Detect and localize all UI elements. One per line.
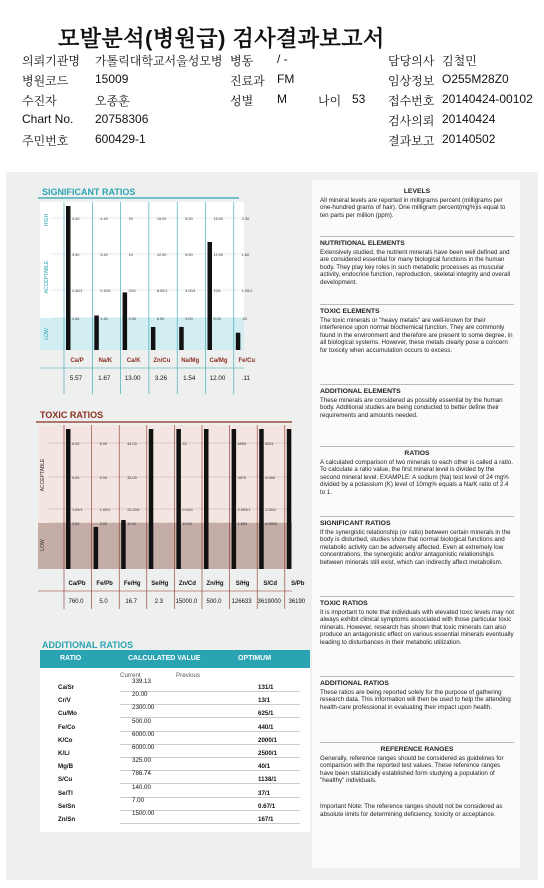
table-row-divider [120, 823, 300, 824]
ratio-current-cell: 6000.00 [132, 730, 155, 738]
value-label: 12.00 [209, 375, 226, 382]
ratio-optimum-cell: 40/1 [258, 763, 271, 771]
ratio-optimum-cell: 13/1 [258, 697, 271, 705]
tick-label: 3.40 [100, 253, 108, 257]
toxic-ratios-chart [30, 405, 306, 615]
explanation-text: Extensively studied, the nutrient minerals have been well defined and are considered essential for many biological functions in the human body. They play key roles in such metabolic processes as muscular activity, endocrine function, reproduction, skeletal integrity and overall development. [320, 248, 511, 286]
tick-label: 1.60 [241, 253, 250, 257]
ratio-bar [123, 292, 128, 350]
ratio-bar [236, 333, 241, 350]
significant-ratios-chart [32, 182, 256, 406]
ratio-optimum-cell: 2500/1 [258, 750, 277, 757]
ratio-optimum-cell: 440/1 [258, 723, 274, 731]
ratio-ratio-cell: Cr/V [58, 697, 71, 705]
section-separator [320, 236, 514, 237]
tick-label: 2.26/2 [265, 508, 276, 512]
tick-label: 2.30 [241, 217, 250, 221]
explanation-section [320, 680, 514, 711]
explanation-text: It is important to note that individuals with elevated toxic levels may not always exhibit clinical symptoms associated with those particular toxic minerals. However, research has shown that toxic minerals can also produce an antagonistic effect on various essential minerals eventually leading to disturbances in their metabolic utilization. [320, 608, 514, 646]
age-label: 나이 [318, 94, 342, 108]
tick-label: 15.00 [213, 217, 224, 221]
field-label: 진료과 [230, 74, 265, 88]
field-value: 600429-1 [95, 132, 146, 146]
tick-label: 2.40/1 [72, 289, 83, 293]
ratio-current-cell: 339.13 [132, 678, 151, 685]
tick-label: 5.00 [185, 253, 193, 257]
category-label: Ca/Mg [209, 358, 228, 364]
ratio-column-header: RATIO [60, 655, 82, 662]
ratio-ratio-cell: Mg/B [58, 763, 74, 771]
value-label: 760.0 [68, 599, 84, 605]
tick-label: 22.00/1 [127, 508, 140, 512]
field-label: 검사의뢰 [388, 114, 435, 128]
category-label: S/Pb [291, 581, 305, 587]
value-label: 126633 [231, 599, 252, 605]
ratio-ratio-cell: K/Co [58, 736, 73, 744]
tick-label: 5.00 [72, 476, 80, 480]
category-label: Fe/Cu [238, 358, 256, 364]
explanation-text: These ratios are being reported solely for the purpose of gathering research data. This information will then be used to help the attending health-care professional in evaluating their impact upon health. [320, 688, 511, 711]
explanation-section [320, 746, 514, 785]
tick-label: 2.40/1 [100, 289, 111, 293]
value-label: 3.26 [154, 375, 168, 382]
zone-label: ACCEPTABLE [40, 458, 46, 492]
tick-label: 0.00/1 [182, 508, 193, 512]
ratio-ratio-cell: Fe/Co [58, 723, 76, 731]
tick-label: 10.00 [182, 522, 192, 526]
value-label: 15000.0 [175, 599, 198, 605]
previous-subheader: Previous [176, 672, 201, 679]
ratio-bar [259, 429, 264, 569]
tick-label: 4.40 [100, 217, 108, 221]
explanation-section [320, 388, 514, 419]
explanation-text: The toxic minerals or "heavy metals" are well-known for their interference upon normal biochemical function. They are commonly found in the environment and therefore are present to some degree, in all biological systems. However, these metals clearly pose a concern for toxicity when accumulation occurs to excess. [320, 316, 513, 354]
category-label: Na/K [98, 358, 113, 364]
section-separator [320, 596, 514, 597]
value-label: 5.0 [99, 599, 108, 605]
field-value: 가톨릭대학교서울성모병 [95, 54, 223, 68]
value-label: 500.0 [206, 599, 222, 605]
ratio-current-cell: 140.00 [132, 783, 151, 791]
tick-label: 4.00 [128, 317, 136, 321]
calculated-value-column-header: CALCULATED VALUE [128, 655, 201, 662]
field-value: 20140502 [442, 132, 496, 146]
field-label: 병동 [230, 54, 254, 68]
tick-label: 6251 [265, 442, 274, 446]
age-value: 53 [352, 92, 366, 106]
field-value: 20140424-00102 [442, 92, 533, 106]
section-separator [320, 516, 514, 517]
explanation-section [320, 520, 514, 567]
ratio-optimum-cell: 37/1 [258, 789, 271, 797]
chart-title: TOXIC RATIOS [40, 410, 104, 420]
explanation-text: These minerals are considered as possibly essential by the human body. Additional studies are being conducted to better define their requirements and amounts needed. [320, 396, 503, 419]
tick-label: 6.00 [99, 442, 107, 446]
explanation-heading: SIGNIFICANT RATIOS [320, 520, 391, 527]
field-label: 성별 [230, 94, 254, 108]
tick-label: 6.00 [72, 442, 80, 446]
ratio-current-cell: 1500.00 [132, 810, 155, 817]
ratio-current-cell: 786.74 [132, 770, 151, 778]
explanation-section [320, 802, 514, 818]
additional-ratios-title: ADDITIONAL RATIOS [42, 640, 134, 650]
tick-label: 4575 [237, 476, 247, 480]
value-label: .11 [241, 375, 250, 382]
ratio-bar [208, 242, 213, 350]
explanation-heading: NUTRITIONAL ELEMENTS [320, 240, 405, 247]
tick-label: 6.00 [156, 317, 165, 321]
ratio-ratio-cell: Ca/Sr [58, 684, 75, 691]
tick-label: .20 [241, 317, 248, 321]
ratio-bar [66, 429, 71, 569]
tick-label: 6963 [237, 442, 247, 446]
ratio-optimum-cell: 625/1 [258, 710, 274, 718]
ratio-ratio-cell: S/Cu [58, 776, 73, 784]
explanation-section [320, 188, 514, 219]
ratio-bar [121, 520, 126, 569]
ratio-bar [179, 327, 184, 350]
field-label: 결과보고 [388, 134, 435, 148]
value-label: 1.54 [183, 375, 196, 382]
field-value: 15009 [95, 72, 129, 86]
section-separator [320, 304, 514, 305]
ratio-optimum-cell: 167/1 [258, 816, 274, 823]
explanation-text: Important Note: The reference ranges should not be considered as absolute limits for determining deficiency, toxicity or acceptance. [320, 803, 503, 818]
explanation-heading: TOXIC RATIOS [320, 600, 368, 607]
ratio-ratio-cell: Zn/Sn [58, 816, 76, 823]
ratio-bar [151, 327, 156, 350]
value-label: 2.3 [154, 599, 163, 605]
low-zone-band [38, 523, 292, 569]
tick-label: 15.00 [156, 217, 167, 221]
field-value: FM [277, 72, 295, 86]
ratio-ratio-cell: Se/Tl [58, 789, 73, 797]
zone-label: HIGH [44, 213, 50, 227]
tick-label: 12.00 [213, 253, 224, 257]
value-label: 3619000 [257, 599, 281, 605]
field-value: 김철민 [442, 54, 477, 68]
ratio-ratio-cell: Cu/Mo [58, 710, 77, 718]
explanation-heading: LEVELS [403, 188, 431, 195]
category-label: Ca/P [70, 358, 84, 364]
explanation-text: All mineral levels are reported in milligrams percent (milligrams per one-hundred grams of hair). One milligram percent(mg%)is equal to ten parts per million (ppm). [320, 196, 506, 219]
category-label: Ca/Pb [68, 581, 86, 587]
ratio-bar [94, 315, 99, 350]
explanation-section [320, 450, 514, 497]
value-label: 16.7 [125, 599, 138, 605]
ratio-bar [176, 429, 181, 569]
ratio-current-cell: 500.00 [132, 717, 151, 725]
ratio-optimum-cell: 1138/1 [258, 776, 277, 784]
tick-label: 6.3863 [265, 522, 277, 526]
ratio-ratio-cell: Se/Sn [58, 802, 76, 810]
ratio-current-cell: 325.00 [132, 757, 151, 765]
current-subheader: Current [120, 672, 141, 679]
ratio-current-cell: 20.00 [132, 691, 148, 699]
explanation-section [320, 308, 514, 355]
field-value: 20758306 [95, 112, 149, 126]
tick-label: 10 [128, 253, 133, 257]
category-label: Ca/K [126, 358, 141, 364]
zone-label: ACCEPTABLE [44, 260, 50, 294]
explanation-text: A calculated comparison of two minerals to each other is called a ratio. To calculate a ratio value, the first mineral level is divided by the second mineral level. EXAMPLE: A sodium (Na) test level of 24 mg% divided by a potassium (K) level of 10mg% equals a Na/K ratio of 2.4 to 1. [320, 458, 513, 496]
section-separator [320, 676, 514, 677]
tick-label: 8.00/1 [156, 289, 168, 293]
tick-label: 11.00 [127, 522, 137, 526]
value-label: 36190 [288, 599, 306, 605]
optimum-column-header: OPTIMUM [238, 655, 272, 662]
explanation-heading: RATIOS [404, 450, 430, 457]
tick-label: 1.40 [72, 317, 80, 321]
field-label: 병원코드 [22, 74, 69, 88]
ratio-current-cell: 2300.00 [132, 704, 155, 712]
low-zone-band [40, 318, 244, 350]
section-separator [320, 742, 514, 743]
explanation-heading: TOXIC ELEMENTS [320, 308, 380, 315]
tick-label: 3.00 [185, 317, 193, 321]
additional-ratios-header [40, 650, 310, 668]
explanation-column [312, 180, 520, 868]
section-separator [320, 384, 514, 385]
field-value: / - [277, 52, 288, 66]
field-label: 수진자 [22, 94, 57, 108]
category-label: Zn/Hg [206, 581, 224, 587]
ratio-bar [149, 429, 154, 569]
field-value: M [277, 92, 287, 106]
value-label: 5.57 [69, 375, 83, 382]
value-label: 1.67 [98, 375, 111, 382]
category-label: Fe/Pb [96, 581, 113, 587]
tick-label: 1.40 [100, 317, 108, 321]
table-row-divider [120, 797, 300, 798]
ratio-bar [287, 429, 292, 569]
tick-label: 1.00/1 [72, 508, 83, 512]
field-label: 접수번호 [388, 94, 435, 108]
ratio-bar [94, 527, 99, 569]
category-label: Zn/Cd [178, 581, 196, 587]
explanation-text: If the synergistic relationship (or ratio) between certain minerals in the body is disturbed, studies show that normal biological functions and metabolic activity can be adversely affected. Even at extremely low concentrations, the synergistic and/or antagonistic relationships between minerals still exist, which can indirectly affect metabolism. [320, 528, 511, 566]
ratio-bar [66, 206, 71, 350]
tick-label: 4.00/1 [185, 289, 196, 293]
tick-label: 5.00 [99, 476, 107, 480]
explanation-heading: ADDITIONAL RATIOS [320, 680, 389, 687]
tick-label: 2.953/1 [237, 508, 251, 512]
ratio-current-cell: 6000.00 [132, 744, 155, 751]
tick-label: 3.00 [72, 522, 80, 526]
tick-label: 4.40 [72, 217, 80, 221]
category-label: Zn/Cu [153, 358, 171, 364]
explanation-heading: REFERENCE RANGES [380, 746, 454, 753]
tick-label: 20 [128, 217, 133, 221]
tick-label: 1.863 [237, 522, 248, 526]
tick-label: 3.40 [72, 253, 80, 257]
tick-label: 33 [182, 442, 187, 446]
ratio-current-cell: 7.00 [132, 796, 145, 804]
field-label: 의뢰기관명 [22, 54, 80, 68]
ratio-optimum-cell: 131/1 [258, 684, 274, 691]
zone-label: LOW [44, 328, 50, 340]
tick-label: 6.068 [265, 476, 275, 480]
ratio-optimum-cell: 2000/1 [258, 736, 277, 744]
tick-label: 1.00/1 [99, 508, 111, 512]
report-title: 모발분석(병원급) 검사결과보고서 [58, 26, 385, 51]
explanation-heading: ADDITIONAL ELEMENTS [320, 388, 401, 395]
field-label: 주민번호 [22, 134, 69, 148]
category-label: Fe/Hg [123, 581, 141, 587]
tick-label: 12.00 [156, 253, 167, 257]
section-separator [320, 446, 514, 447]
explanation-text: Generally, reference ranges should be considered as guidelines for comparison with the reported test values. These reference ranges have been statistically established form studying a population of "healthy" individuals. [320, 754, 504, 785]
category-label: S/Hg [235, 581, 250, 587]
tick-label: 33.00 [127, 476, 137, 480]
explanation-section [320, 240, 514, 287]
field-label: 임상정보 [388, 74, 435, 88]
category-label: Se/Hg [151, 581, 169, 587]
tick-label: 6.00 [185, 217, 193, 221]
tick-label: 3.00 [99, 522, 107, 526]
additional-ratios-table [40, 650, 310, 832]
tick-label: 10/1 [213, 289, 221, 293]
ratio-ratio-cell: K/Li [58, 750, 70, 757]
ratio-bar [204, 429, 209, 569]
tick-label: 1.00/1 [241, 289, 253, 293]
zone-label: LOW [40, 539, 46, 551]
tick-label: 5.00 [213, 317, 221, 321]
tick-label: 20/1 [128, 289, 136, 293]
explanation-section [320, 600, 514, 647]
ratio-optimum-cell: 0.67/1 [258, 802, 276, 810]
category-label: S/Cd [263, 581, 278, 587]
field-value: 20140424 [442, 112, 496, 126]
category-label: Na/Mg [181, 358, 200, 364]
chart-title: SIGNIFICANT RATIOS [42, 187, 136, 197]
tick-label: 44.00 [127, 442, 137, 446]
field-label: 담당의사 [388, 54, 435, 68]
ratio-bar [232, 429, 237, 569]
field-label: Chart No. [22, 112, 74, 126]
field-value: 오종훈 [95, 94, 130, 108]
value-label: 13.00 [124, 375, 141, 382]
field-value: O255M28Z0 [442, 72, 509, 86]
